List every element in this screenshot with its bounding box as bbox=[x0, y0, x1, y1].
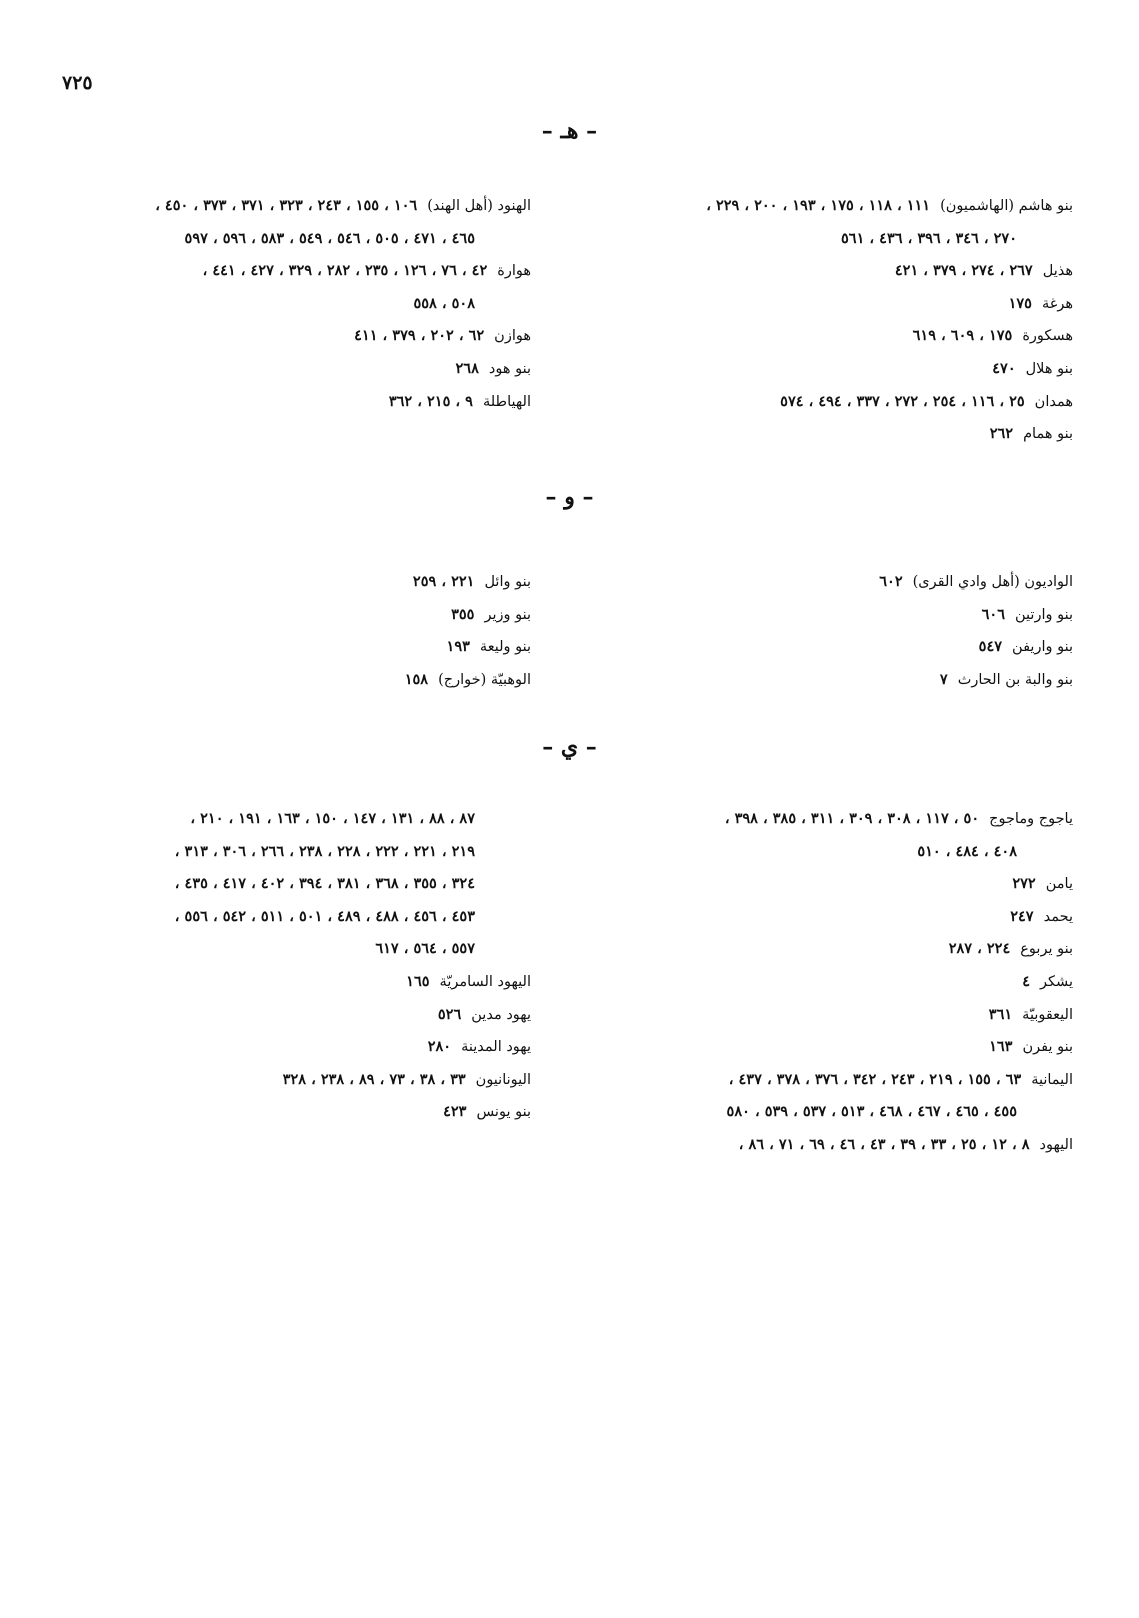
entry-page-refs: ١٧٥ ، ٦٠٩ ، ٦١٩ bbox=[912, 327, 1013, 345]
entry-name: همدان bbox=[1034, 393, 1073, 410]
index-entry bbox=[31, 999, 531, 1032]
index-entry bbox=[31, 386, 531, 419]
entry-page-refs: ٦٢ ، ٢٠٢ ، ٣٧٩ ، ٤١١ bbox=[354, 327, 485, 345]
index-entry bbox=[31, 190, 531, 223]
entry-page-refs: ٧ bbox=[939, 670, 948, 688]
entry-page-refs: ٣٣ ، ٣٨ ، ٧٣ ، ٨٩ ، ٢٣٨ ، ٣٢٨ bbox=[282, 1070, 466, 1088]
entry-name: بنو وائل bbox=[484, 574, 531, 590]
index-entry-continuation bbox=[31, 223, 531, 256]
entry-page-refs: ٤٠٨ ، ٤٨٤ ، ٥١٠ bbox=[917, 842, 1017, 860]
entry-page-refs: ٦٠٢ bbox=[879, 573, 903, 590]
index-entry-continuation bbox=[31, 288, 531, 321]
column-left-ya bbox=[31, 803, 531, 1129]
entry-page-refs: ٤٢٣ bbox=[443, 1103, 467, 1121]
index-entry bbox=[31, 566, 531, 599]
entry-name: بنو وارتين bbox=[1015, 606, 1073, 623]
index-entry bbox=[533, 418, 1073, 451]
index-entry bbox=[31, 1031, 531, 1064]
page-number: ٧٢٥ bbox=[62, 72, 93, 94]
column-left-waw bbox=[31, 566, 531, 696]
entry-page-refs: ٤٥٥ ، ٤٦٥ ، ٤٦٧ ، ٤٦٨ ، ٥١٣ ، ٥٣٧ ، ٥٣٩ ، ٥٨٠ bbox=[726, 1103, 1017, 1121]
entry-name: يهود المدينة bbox=[461, 1039, 531, 1056]
entry-page-refs: ١٦٣ bbox=[989, 1038, 1013, 1056]
entry-name: بنو هود bbox=[488, 360, 531, 377]
index-entry bbox=[533, 901, 1073, 934]
entry-page-refs: ١٥٨ bbox=[404, 670, 429, 688]
entry-page-refs: ٢٢٤ ، ٢٨٧ bbox=[948, 940, 1011, 958]
entry-page-refs: ١٩٣ bbox=[446, 638, 470, 656]
index-entry-continuation bbox=[533, 1096, 1073, 1129]
entry-page-refs: ١٧٥ bbox=[1008, 294, 1032, 312]
entry-name: بنو همام bbox=[1023, 426, 1073, 443]
index-entry bbox=[533, 631, 1073, 664]
section-heading-waw: – و – bbox=[545, 484, 594, 510]
entry-page-refs: ٣٢٤ ، ٣٥٥ ، ٣٦٨ ، ٣٨١ ، ٣٩٤ ، ٤٠٢ ، ٤١٧ ، ٤٣٥ ، bbox=[174, 875, 475, 893]
index-entry bbox=[533, 320, 1073, 353]
index-entry bbox=[533, 966, 1073, 999]
entry-name: بنو وليعة bbox=[479, 639, 531, 656]
index-entry-continuation bbox=[533, 836, 1073, 869]
entry-page-refs: ٢٧٠ ، ٣٤٦ ، ٣٩٦ ، ٤٣٦ ، ٥٦١ bbox=[841, 229, 1017, 247]
entry-page-refs: ٥٠ ، ١١٧ ، ٣٠٨ ، ٣٠٩ ، ٣١١ ، ٣٨٥ ، ٣٩٨ ، bbox=[724, 810, 980, 827]
entry-name: يشكر bbox=[1040, 973, 1073, 990]
entry-page-refs: ٢١٩ ، ٢٢١ ، ٢٢٢ ، ٢٢٨ ، ٢٣٨ ، ٢٦٦ ، ٣٠٦ ، ٣١٣ ، bbox=[174, 842, 475, 860]
index-entry bbox=[533, 1064, 1073, 1097]
entry-page-refs: ٦٠٦ bbox=[981, 605, 1005, 623]
entry-name: هرغة bbox=[1041, 295, 1073, 312]
index-entry bbox=[533, 353, 1073, 386]
entry-page-refs: ٢٥ ، ١١٦ ، ٢٥٤ ، ٢٧٢ ، ٣٣٧ ، ٤٩٤ ، ٥٧٤ bbox=[780, 392, 1025, 410]
entry-name: بنو هاشم (الهاشميون) bbox=[940, 198, 1073, 214]
entry-page-refs: ٢٦٧ ، ٢٧٤ ، ٣٧٩ ، ٤٢١ bbox=[894, 262, 1033, 280]
entry-name: بنو والبة بن الحارث bbox=[957, 671, 1073, 688]
index-entry bbox=[533, 386, 1073, 419]
index-entry bbox=[31, 664, 531, 697]
entry-name: اليهود bbox=[1039, 1136, 1073, 1153]
entry-name: هذيل bbox=[1042, 263, 1073, 280]
entry-name: الواديون (أهل وادي القرى) bbox=[912, 574, 1073, 590]
entry-name: الهياطلة bbox=[482, 393, 531, 410]
index-entry bbox=[31, 353, 531, 386]
column-right-waw bbox=[533, 566, 1073, 696]
index-entry bbox=[31, 255, 531, 288]
entry-page-refs: ٤٢ ، ٧٦ ، ١٢٦ ، ٢٣٥ ، ٢٨٢ ، ٣٢٩ ، ٤٢٧ ، ٤٤١ ، bbox=[202, 262, 488, 280]
entry-page-refs: ٥٥٧ ، ٥٦٤ ، ٦١٧ bbox=[375, 940, 475, 958]
entry-name: الهنود (أهل الهند) bbox=[427, 198, 531, 214]
entry-name: هوارة bbox=[497, 263, 531, 280]
entry-name: هسكورة bbox=[1022, 328, 1073, 345]
index-entry bbox=[533, 255, 1073, 288]
index-entry bbox=[533, 803, 1073, 836]
entry-page-refs: ٣٥٥ bbox=[451, 605, 475, 623]
entry-page-refs: ٣٦١ bbox=[988, 1005, 1013, 1023]
index-entry bbox=[533, 933, 1073, 966]
entry-page-refs: ٥٠٨ ، ٥٥٨ bbox=[413, 294, 475, 312]
entry-page-refs: ١٠٦ ، ١٥٥ ، ٢٤٣ ، ٣٢٣ ، ٣٧١ ، ٣٧٣ ، ٤٥٠ ، bbox=[155, 197, 418, 214]
column-left-ha bbox=[31, 190, 531, 418]
entry-page-refs: ٢٤٧ bbox=[1010, 907, 1034, 925]
entry-page-refs: ٦٣ ، ١٥٥ ، ٢١٩ ، ٢٤٣ ، ٣٤٢ ، ٣٧٦ ، ٣٧٨ ، ٤٣٧ ، bbox=[728, 1070, 1022, 1088]
index-entry-continuation bbox=[31, 933, 531, 966]
index-entry bbox=[533, 288, 1073, 321]
entry-page-refs: ٤ bbox=[1022, 972, 1031, 990]
entry-page-refs: ٨٧ ، ٨٨ ، ١٣١ ، ١٤٧ ، ١٥٠ ، ١٦٣ ، ١٩١ ، ٢١٠ ، bbox=[190, 810, 475, 827]
index-entry bbox=[31, 599, 531, 632]
column-right-ha bbox=[533, 190, 1073, 451]
entry-name: بنو واريفن bbox=[1012, 639, 1073, 656]
index-entry bbox=[31, 320, 531, 353]
entry-page-refs: ١٦٥ bbox=[406, 972, 430, 990]
entry-name: اليهود السامريّة bbox=[439, 973, 531, 990]
index-entry-continuation bbox=[31, 901, 531, 934]
entry-name: بنو هلال bbox=[1025, 360, 1073, 377]
index-entry-continuation bbox=[31, 868, 531, 901]
index-entry-continuation bbox=[533, 223, 1073, 256]
entry-name: بنو يفرن bbox=[1022, 1039, 1073, 1056]
index-entry bbox=[533, 566, 1073, 599]
entry-page-refs: ١١١ ، ١١٨ ، ١٧٥ ، ١٩٣ ، ٢٠٠ ، ٢٢٩ ، bbox=[706, 197, 931, 214]
index-entry-continuation bbox=[31, 803, 531, 836]
index-entry bbox=[533, 1129, 1073, 1162]
index-entry bbox=[533, 868, 1073, 901]
section-heading-ya: – ي – bbox=[542, 734, 597, 760]
entry-page-refs: ٤٥٣ ، ٤٥٦ ، ٤٨٨ ، ٤٨٩ ، ٥٠١ ، ٥١١ ، ٥٤٢ ، ٥٥٦ ، bbox=[174, 907, 475, 925]
index-entry bbox=[31, 1064, 531, 1097]
entry-page-refs: ٢٦٨ bbox=[455, 359, 479, 377]
entry-page-refs: ٥٤٧ bbox=[978, 638, 1003, 656]
entry-page-refs: ٢٨٠ bbox=[427, 1038, 452, 1056]
index-entry bbox=[31, 1096, 531, 1129]
entry-name: يهود مدين bbox=[471, 1006, 531, 1023]
entry-page-refs: ٨ ، ١٢ ، ٢٥ ، ٣٣ ، ٣٩ ، ٤٣ ، ٤٦ ، ٦٩ ، ٧١ ، ٨٦ ، bbox=[738, 1135, 1030, 1153]
entry-name: بنو وزير bbox=[484, 606, 531, 623]
index-entry bbox=[533, 190, 1073, 223]
entry-page-refs: ٢٦٢ bbox=[989, 425, 1014, 443]
entry-name: يامن bbox=[1045, 876, 1073, 893]
section-heading-ha: – هـ – bbox=[541, 118, 598, 144]
entry-name: الوهبيّة (خوارج) bbox=[438, 671, 531, 688]
entry-name: اليعقوبيّة bbox=[1022, 1006, 1073, 1023]
entry-page-refs: ٢٧٢ bbox=[1012, 875, 1036, 893]
entry-page-refs: ٢٢١ ، ٢٥٩ bbox=[412, 573, 475, 590]
index-entry-continuation bbox=[31, 836, 531, 869]
column-right-ya bbox=[533, 803, 1073, 1162]
entry-name: بنو يربوع bbox=[1020, 941, 1073, 958]
index-entry bbox=[533, 664, 1073, 697]
entry-page-refs: ٩ ، ٢١٥ ، ٣٦٢ bbox=[388, 392, 473, 410]
entry-name: بنو يونس bbox=[476, 1104, 531, 1121]
entry-name: يحمد bbox=[1043, 908, 1073, 925]
index-entry bbox=[31, 631, 531, 664]
entry-name: هوازن bbox=[494, 328, 531, 345]
entry-name: اليونانيون bbox=[475, 1071, 531, 1088]
index-entry bbox=[533, 599, 1073, 632]
entry-name: اليمانية bbox=[1031, 1071, 1073, 1088]
entry-page-refs: ٤٧٠ bbox=[992, 359, 1016, 377]
entry-page-refs: ٥٢٦ bbox=[437, 1005, 462, 1023]
entry-page-refs: ٤٦٥ ، ٤٧١ ، ٥٠٥ ، ٥٤٦ ، ٥٤٩ ، ٥٨٣ ، ٥٩٦ ، ٥٩٧ bbox=[184, 229, 475, 247]
entry-name: ياجوج وماجوج bbox=[989, 811, 1073, 827]
index-entry bbox=[31, 966, 531, 999]
index-entry bbox=[533, 1031, 1073, 1064]
index-entry bbox=[533, 999, 1073, 1032]
